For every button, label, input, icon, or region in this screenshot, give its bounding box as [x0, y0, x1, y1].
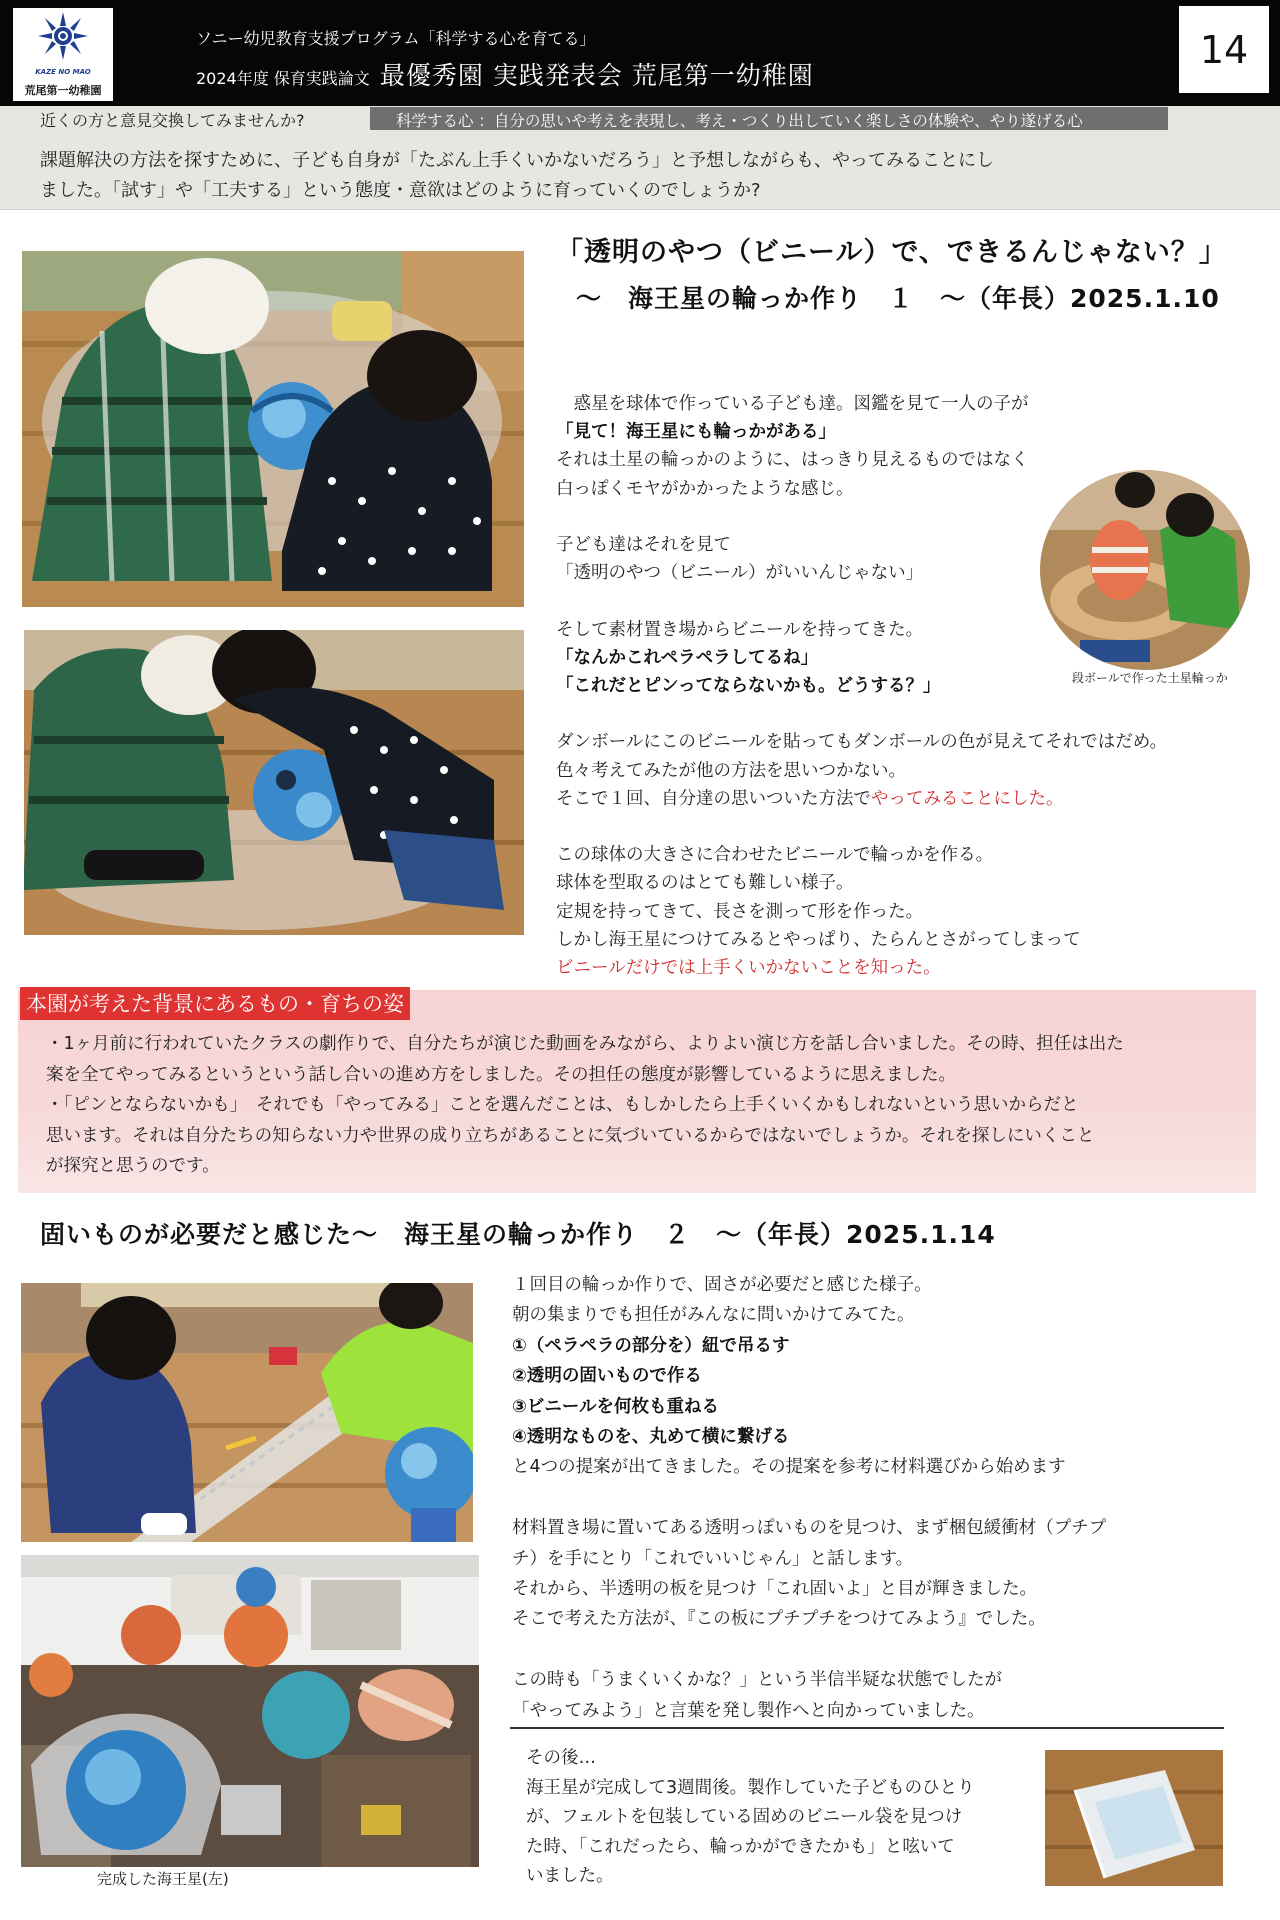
section2-body — [512, 1270, 1272, 1726]
body-line: 球体を型取るのはとても難しい様子。 — [556, 873, 854, 894]
photo-plastic-bag — [1045, 1750, 1223, 1886]
program-title: ソニー幼児教育支援プログラム「科学する心を育てる」 — [196, 29, 596, 48]
body-line: この時も「うまくいくかな？」という半信半疑な状態でしたが — [512, 1670, 1002, 1691]
quote-line: 「なんかこれペラペラしてるね」 — [556, 647, 819, 668]
body-line: 白っぽくモヤがかかったような感じ。 — [556, 478, 854, 499]
circle-photo-caption: 段ボールで作った土星輪っか — [1072, 671, 1228, 685]
highlight-line: ビニールだけでは上手くいかないことを知った。 — [556, 958, 941, 978]
discussion-prompt: 近くの方と意見交換してみませんか? — [40, 111, 305, 130]
body-line: 朝の集まりでも担任がみんなに問いかけてみてた。 — [512, 1305, 915, 1326]
quote-line: 「見て！海王星にも輪っかがある」 — [556, 422, 836, 443]
body-line: それは土星の輪っかのように、はっきり見えるものではなく — [556, 450, 1029, 471]
proposal-item: ①（ペラペラの部分を）紐で吊るす — [512, 1335, 790, 1356]
body-line: 「やってみよう」と言葉を発し製作へと向かっていました。 — [512, 1700, 985, 1721]
header-title-row — [196, 56, 814, 92]
afterword-line: 海王星が完成して3週間後。製作していた子どものひとり — [526, 1777, 975, 1798]
body-line-with-highlight — [556, 785, 1256, 813]
page-title: 最優秀園 実践発表会 荒尾第一幼稚園 — [379, 61, 814, 90]
proposal-item: ③ビニールを何枚も重ねる — [512, 1396, 719, 1417]
background-line: 案を全てやってみるというという話し合いの進め方をしました。その担任の態度が影響しているように思えました。 — [46, 1064, 956, 1085]
section-divider — [510, 1727, 1224, 1729]
afterword-line: が、フェルトを包装している固めのビニール袋を見つけ — [526, 1807, 963, 1827]
logo-english-text: KAZE NO MAO — [35, 68, 91, 76]
body-text: そこで１回、自分達の思いついた方法で — [556, 788, 871, 809]
proposal-item: ②透明の固いもので作る — [512, 1366, 702, 1387]
body-line: 子ども達はそれを見て — [556, 535, 731, 555]
science-heart-tag: 科学する心 ：自分の思いや考えを表現し、考え・つくり出していく楽しさの体験や、やり遂げる心 — [370, 107, 1168, 130]
year-label: 2024年度 保育実践論文 — [196, 69, 370, 88]
section1-title: 「透明のやつ（ビニール）で、できるんじゃない？」 — [556, 237, 1227, 268]
body-line: １回目の輪っか作りで、固さが必要だと感じた様子。 — [512, 1275, 932, 1295]
intro-line: ました。「試す」や「工夫する」という態度・意欲はどのように育っていくのでしょうか? — [40, 180, 761, 201]
afterword-line: た時、「これだったら、輪っかができたかも」と呟いて — [526, 1836, 955, 1857]
photo-completed-planets — [21, 1555, 479, 1867]
body-line: それから、半透明の板を見つけ「これ固いよ」と目が輝きました。 — [512, 1579, 1037, 1600]
proposal-item: ④透明なものを、丸めて横に繋げる — [512, 1427, 790, 1448]
body-line: 惑星を球体で作っている子ども達。図鑑を見て一人の子が — [556, 394, 1029, 414]
section2-title: 固いものが必要だと感じた〜 海王星の輪っか作り ２ 〜（年長）2025.1.14 — [40, 1220, 996, 1249]
body-line: 材料置き場に置いてある透明っぽいものを見つけ、まず梱包緩衝材（プチプ — [512, 1518, 1107, 1539]
page-header — [0, 0, 1280, 106]
intro-line: 課題解決の方法を探すために、子ども自身が「たぶん上手くいかないだろう」と予想しながらも、やってみることにし — [40, 150, 994, 171]
highlight-text: やってみることにした。 — [871, 788, 1064, 809]
body-line: しかし海王星につけてみるとやっぱり、たらんとさがってしまって — [556, 929, 1081, 950]
background-line: が探究と思うのです。 — [46, 1156, 220, 1176]
afterword-line: いました。 — [526, 1866, 614, 1886]
photo-children-blue-planet-1 — [22, 251, 524, 607]
afterword — [526, 1744, 1046, 1892]
background-section-body — [46, 1029, 1236, 1182]
body-line: そして素材置き場からビニールを持ってきた。 — [556, 619, 924, 640]
body-line: 色々考えてみたが他の方法を思いつかない。 — [556, 760, 906, 781]
logo-japanese-text: 荒尾第一幼稚園 — [24, 84, 102, 97]
intro-text — [40, 146, 1240, 206]
body-line: 定規を持ってきて、長さを測って形を作った。 — [556, 901, 924, 922]
photo-children-blue-planet-2 — [24, 630, 524, 935]
section1-subtitle: 〜 海王星の輪っか作り １ 〜（年長）2025.1.10 — [576, 284, 1220, 313]
background-line: ・1ヶ月前に行われていたクラスの劇作りで、自分たちが演じた動画をみながら、よりよい演じ方を話し合いました。その時、担任は出た — [46, 1034, 1124, 1054]
background-section-title: 本園が考えた背景にあるもの・育ちの姿 — [20, 987, 410, 1020]
completed-planet-caption: 完成した海王星(左) — [97, 1870, 229, 1888]
photo-children-bubble-wrap — [21, 1283, 473, 1542]
sun-icon — [38, 12, 88, 60]
body-line: ダンボールにこのビニールを貼ってもダンボールの色が見えてそれではだめ。 — [556, 732, 1168, 753]
body-line: この球体の大きさに合わせたビニールで輪っかを作る。 — [556, 845, 994, 866]
body-line: チ）を手にとり「これでいいじゃん」と話します。 — [512, 1548, 914, 1569]
quote-line: 「これだとピンってならないかも。どうする？」 — [556, 676, 941, 696]
body-line: そこで考えた方法が、『この板にプチプチをつけてみよう』でした。 — [512, 1609, 1046, 1630]
kindergarten-logo — [13, 8, 113, 101]
page-number: 14 — [1179, 6, 1269, 93]
afterword-line: その後… — [526, 1748, 596, 1768]
body-line: 「透明のやつ（ビニール）がいいんじゃない」 — [556, 563, 924, 584]
section1-body — [556, 390, 1256, 982]
background-line: ・「ピンとならないかも」 それでも「やってみる」ことを選んだことは、もしかしたら上手くいくかもしれないという思いからだと — [46, 1095, 1079, 1115]
background-line: 思います。それは自分たちの知らない力や世界の成り立ちがあることに気づいているからではないでしょうか。それを探しにいくこと — [46, 1125, 1095, 1146]
body-line: と4つの提案が出てきました。その提案を参考に材料選びから始めます — [512, 1457, 1066, 1478]
